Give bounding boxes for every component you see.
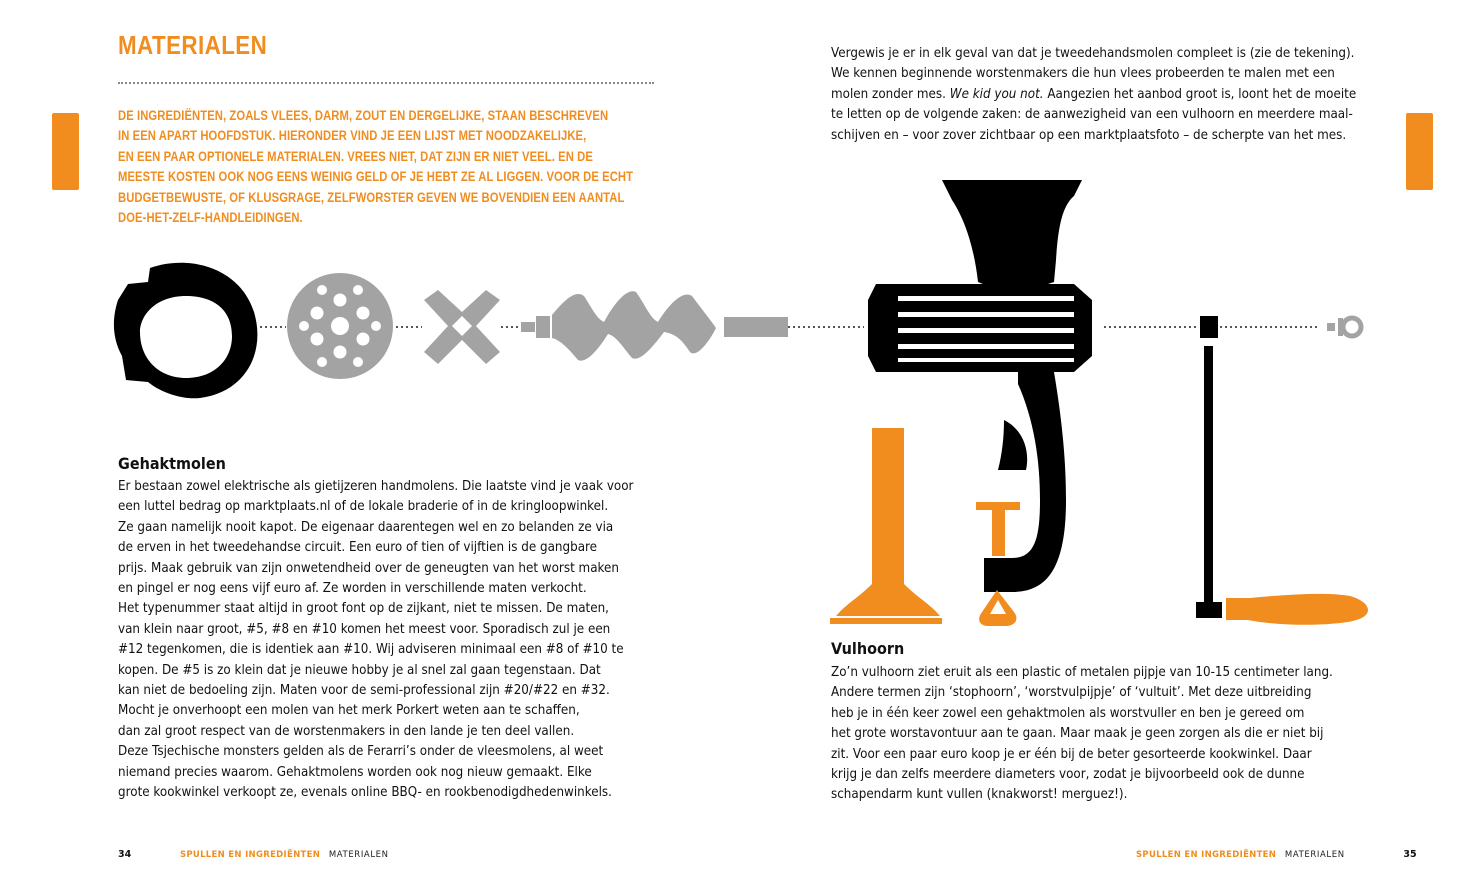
page-number: 35: [1403, 849, 1417, 860]
footer-subsection: MATERIALEN: [328, 850, 389, 860]
body-line: en pingel er nog eens vijf euro af. Ze worden in verschillende maten verkocht.: [118, 580, 587, 597]
body-line: Deze Tsjechische monsters gelden als de Ferarri’s onder de vleesmolens, al weet: [118, 743, 604, 760]
body-line: prijs. Maak gebruik van zijn onwetendheid over de geneugten van het worst maken: [118, 559, 619, 576]
body-line: We kennen beginnende worstenmakers die hun vlees probeerden te malen met een: [831, 65, 1335, 82]
body-line: Mocht je onverhoopt een molen van het merk Porkert weten aan te schaffen,: [118, 702, 580, 719]
body-line: zit. Voor een paar euro koop je er één bij de beter gesorteerde kookwinkel. Daar: [831, 745, 1312, 762]
body-line: van klein naar groot, #5, #8 en #10 komen het meest voor. Sporadisch zul je een: [118, 620, 611, 637]
intro-line: BUDGETBEWUSTE, OF KLUSGRAGE, ZELFWORSTER GEVEN WE BOVENDIEN EEN AANTAL: [118, 189, 625, 205]
body-line: heb je in één keer zowel een gehaktmolen als worstvuller en ben je gereed om: [831, 704, 1305, 721]
body-line: Zo’n vulhoorn ziet eruit als een plastic of metalen pijpje van 10-15 centimeter lang.: [831, 664, 1333, 680]
filling-horn-icon: [830, 428, 942, 624]
body-line: Vergewis je er in elk geval van dat je tweedehandsmolen compleet is (zie de tekening).: [831, 45, 1355, 61]
body-line: Andere termen zijn ‘stophoorn’, ‘worstvulpijpje’ of ‘vultuit’. Met deze uitbreiding: [831, 684, 1312, 701]
body-line: de erven in het tweedehandse circuit. Een euro of tien of vijftien is de gangbare: [118, 539, 598, 556]
line-start: molen zonder mes.: [831, 85, 950, 102]
page-title: MATERIALEN: [118, 30, 268, 60]
body-line: niemand precies waarom. Gehaktmolens worden ook nog nieuw gemaakt. Elke: [118, 763, 592, 780]
footer-section: SPULLEN EN INGREDIËNTEN: [179, 850, 321, 860]
body-line: #12 tegenkomen, die is identiek aan #10. Wij adviseren minimaal een #8 of #10 te: [118, 641, 624, 658]
body-line: kan niet de bedoeling zijn. Maten voor de semi-professional zijn #20/#22 en #32.: [118, 682, 610, 699]
footer-section: SPULLEN EN INGREDIËNTEN: [1136, 850, 1277, 860]
intro-line: MEESTE KOSTEN OOK NOG EENS WEINIG GELD OF JE HEBT ZE AL LIGGEN. VOOR DE ECHT: [118, 169, 634, 185]
wing-nut-icon: [1327, 318, 1361, 336]
body-line: te letten op de volgende zaken: de aanwezigheid van een vulhoorn en meerdere maal-: [831, 106, 1353, 123]
body-line: Er bestaan zowel elektrische als gietijzeren handmolens. Die laatste vind je vaak voor: [118, 478, 634, 494]
knife-icon: [424, 290, 500, 364]
vulhoorn-heading: Vulhoorn: [831, 639, 905, 658]
footer-subsection: MATERIALEN: [1284, 850, 1345, 860]
body-line: grote kookwinkel verkoopt ze, evenals online BBQ- en rookbenodigdhedenwinkels.: [118, 784, 612, 801]
intro-line: EN EEN PAAR OPTIONELE MATERIALEN. VREES NIET, DAT ZIJN ER NIET VEEL. EN DE: [118, 148, 593, 164]
auger-screw-icon: [521, 291, 788, 360]
intro-line: DE INGREDIËNTEN, ZOALS VLEES, DARM, ZOUT EN DERGELIJKE, STAAN BESCHREVEN: [118, 108, 609, 123]
body-line: kopen. De #5 is zo klein dat je nieuwe hobby je al snel zal gaan tegenstaan. Dat: [118, 661, 601, 678]
body-line: dan zal groot respect van de worstenmakers in den lande je ten deel vallen.: [118, 722, 575, 739]
body-line: schijven en – voor zover zichtbaar op een marktplaatsfoto – de scherpte van het mes.: [831, 126, 1347, 143]
emphasis-text: We kid you not.: [949, 85, 1044, 102]
body-line: Ze gaan namelijk nooit kapot. De eigenaar daarentegen wel en zo belanden ze via: [118, 518, 614, 535]
body-line: Het typenummer staat altijd in groot font op de zijkant, niet te missen. De maten,: [118, 600, 609, 617]
gehaktmolen-heading: Gehaktmolen: [118, 454, 226, 473]
body-line: een luttel bedrag op marktplaats.nl of de lokale braderie of in de kringloopwinkel.: [118, 498, 609, 515]
crank-handle-icon: [1196, 316, 1368, 625]
body-line: krijg je dan zelfs meerdere diameters voor, zodat je bijvoorbeeld ook de dunne: [831, 766, 1305, 783]
locking-ring-icon: [114, 263, 258, 399]
grinding-plate-icon: [287, 273, 393, 379]
body-line: schapendarm kunt vullen (knakworst! merguez!).: [831, 786, 1128, 803]
intro-line: DOE-HET-ZELF-HANDLEIDINGEN.: [118, 210, 303, 226]
line-end: Aangezien het aanbod groot is, loont het de moeite: [1043, 85, 1357, 102]
page-number: 34: [118, 849, 132, 860]
body-line: het grote worstavontuur aan te gaan. Maar maak je geen zorgen als die er niet bij: [831, 725, 1324, 742]
intro-line: IN EEN APART HOOFDSTUK. HIERONDER VIND JE EEN LIJST MET NOODZAKELIJKE,: [118, 128, 587, 144]
